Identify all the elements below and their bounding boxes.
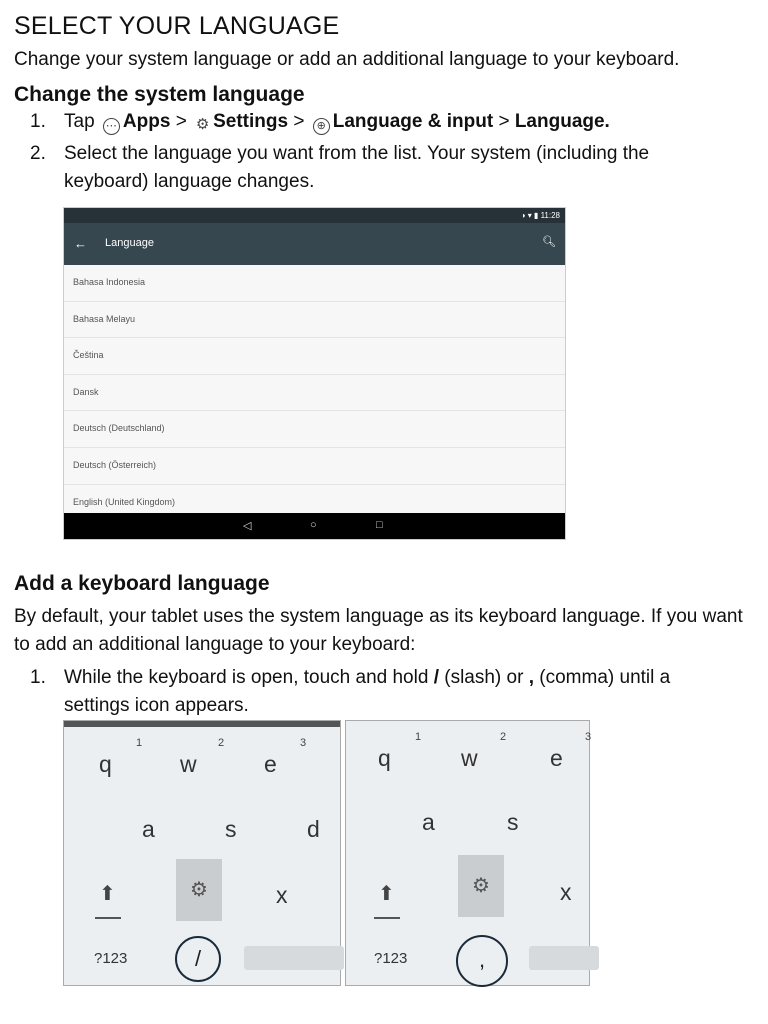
separator: > xyxy=(498,111,510,132)
language-item[interactable]: Bahasa Indonesia xyxy=(64,265,565,302)
key-hint: 1 xyxy=(415,731,422,743)
language-input-label: Language & input xyxy=(332,111,494,132)
keyboard-comma-screenshot xyxy=(345,720,590,986)
key-a[interactable]: a xyxy=(422,809,435,835)
language-item[interactable]: Čeština xyxy=(64,338,565,375)
status-time: 11:28 xyxy=(540,211,560,220)
language-item[interactable]: English (United Kingdom) xyxy=(64,485,565,522)
step-number: 1. xyxy=(30,667,46,688)
key-x[interactable]: x xyxy=(276,882,288,908)
step-text xyxy=(64,664,724,720)
symbols-key[interactable]: ?123 xyxy=(94,950,128,967)
triangle-back-icon[interactable]: ◁ xyxy=(243,520,252,532)
key-hint: 2 xyxy=(500,731,507,743)
app-bar-title: Language xyxy=(105,237,154,249)
key-w[interactable]: w xyxy=(180,751,197,777)
settings-gear-icon: ⚙ xyxy=(195,116,210,133)
step-text-pre: While the keyboard is open, touch and hold xyxy=(64,667,429,688)
separator: > xyxy=(293,111,305,132)
step-number: 1. xyxy=(30,111,46,132)
shift-underline xyxy=(95,917,121,919)
key-hint: 3 xyxy=(300,737,307,749)
key-hint: 1 xyxy=(136,737,143,749)
keyboard-intro-paragraph: By default, your tablet uses the system language as its keyboard language. If you want to add an additional language to your keyboard: xyxy=(14,606,743,655)
slash-key-circled[interactable]: / xyxy=(175,936,221,982)
key-x[interactable]: x xyxy=(560,879,572,905)
space-bar[interactable] xyxy=(529,946,599,970)
language-item[interactable]: Deutsch (Österreich) xyxy=(64,448,565,485)
key-hint: 2 xyxy=(218,737,225,749)
language-item[interactable]: Dansk xyxy=(64,375,565,412)
language-list-screenshot xyxy=(63,207,566,540)
key-s[interactable]: s xyxy=(225,816,237,842)
keyboard-slash-screenshot xyxy=(63,720,341,986)
key-q[interactable]: q xyxy=(99,751,112,777)
intro-text: Change your system language or add an additional language to your keyboard. xyxy=(14,49,680,70)
key-q[interactable]: q xyxy=(378,745,391,771)
key-e[interactable]: e xyxy=(264,751,277,777)
settings-gear-icon[interactable]: ⚙ xyxy=(176,859,222,921)
step-number: 2. xyxy=(30,143,46,164)
step-text xyxy=(64,108,724,136)
circle-home-icon[interactable]: ○ xyxy=(310,519,317,531)
language-item[interactable]: Deutsch (Deutschland) xyxy=(64,411,565,448)
section-heading-keyboard-language: Add a keyboard language xyxy=(14,572,270,595)
shift-underline xyxy=(374,917,400,919)
app-bar xyxy=(64,223,565,265)
search-icon[interactable]: 🔍︎ xyxy=(542,236,556,248)
comma-key-circled[interactable]: , xyxy=(456,935,508,987)
globe-icon: ⊕ xyxy=(313,118,330,135)
slash-symbol: / xyxy=(433,667,439,688)
space-bar[interactable] xyxy=(244,946,344,970)
key-s[interactable]: s xyxy=(507,809,519,835)
language-label: Language. xyxy=(514,111,610,132)
settings-label: Settings xyxy=(213,111,289,132)
status-bar xyxy=(64,208,565,223)
status-icons: ◑ ▾ ▮ xyxy=(520,211,541,220)
language-item[interactable]: Bahasa Melayu xyxy=(64,302,565,339)
separator: > xyxy=(175,111,187,132)
apps-icon: ⋯ xyxy=(103,118,120,135)
step-text-post: (comma) until a settings icon appears. xyxy=(64,667,671,716)
step-text: Select the language you want from the list. Your system (including the keyboard) language changes. xyxy=(64,143,650,192)
apps-label: Apps xyxy=(122,111,171,132)
step-text-pre: Tap xyxy=(64,111,95,132)
key-w[interactable]: w xyxy=(461,745,478,771)
page-title: SELECT YOUR LANGUAGE xyxy=(14,12,340,40)
nav-bar xyxy=(64,513,565,539)
settings-gear-icon[interactable]: ⚙ xyxy=(458,855,504,917)
keyboard-top-bar xyxy=(64,721,340,727)
step-text-mid: (slash) or xyxy=(444,667,524,688)
section-heading-system-language: Change the system language xyxy=(14,83,305,106)
symbols-key[interactable]: ?123 xyxy=(374,950,408,967)
shift-icon[interactable]: ⬆ xyxy=(378,883,395,905)
key-d[interactable]: d xyxy=(307,816,320,842)
comma-symbol: , xyxy=(528,667,534,688)
key-e[interactable]: e xyxy=(550,745,563,771)
key-a[interactable]: a xyxy=(142,816,155,842)
key-hint: 3 xyxy=(585,731,592,743)
square-recent-icon[interactable]: □ xyxy=(376,519,383,531)
back-arrow-icon[interactable]: ← xyxy=(74,236,87,251)
shift-icon[interactable]: ⬆ xyxy=(99,883,116,905)
